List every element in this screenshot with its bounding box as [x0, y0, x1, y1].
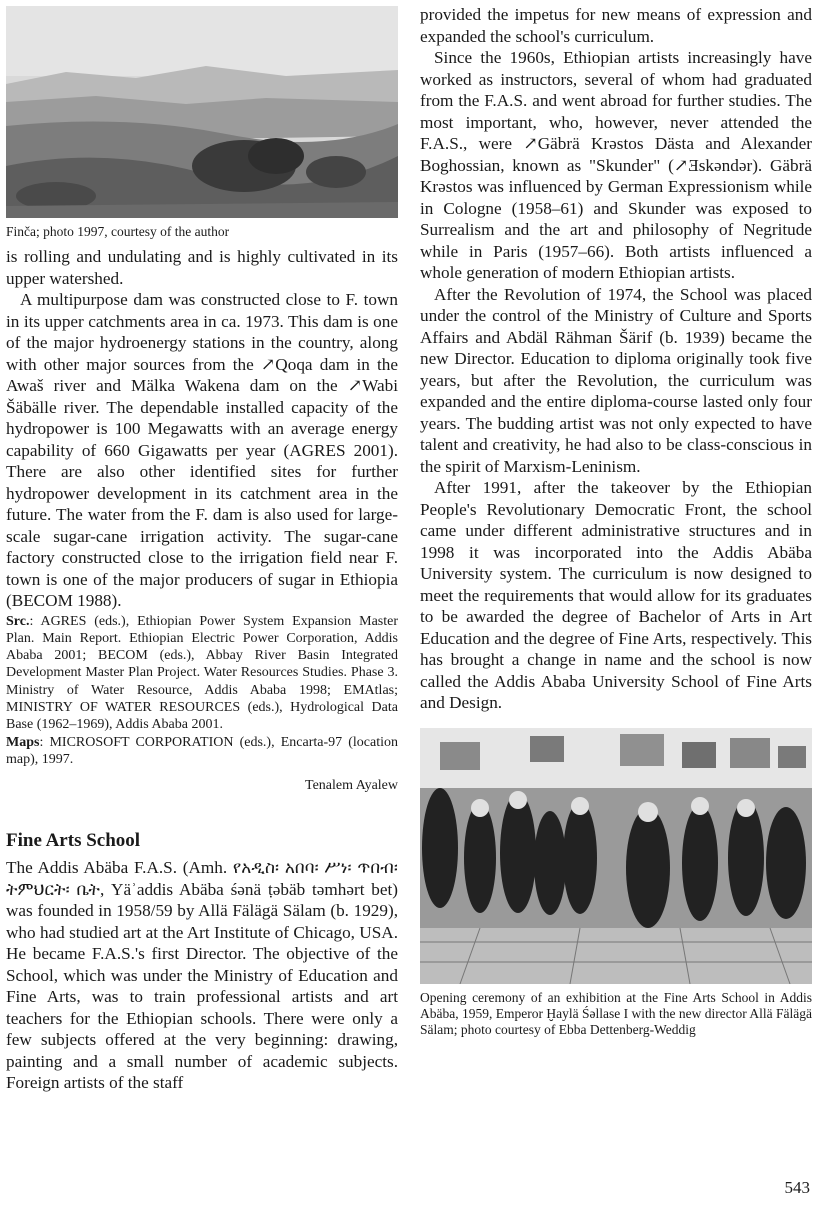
paragraph-1991: After 1991, after the takeover by the Ethiopian People's Revolutionary Democratic Front, the school came under different administrative structures and in 1998 it was incorporated into the Addis Abäba University system. The curriculum is now designed to meet the requirements that would allow for its graduates to be awarded the degree of Bachelor of Arts in Art Education and the degree of Fine Arts, respectively. This has brought a change in name and the school is now called the Addis Ababa University School of Fine Arts and Design. [420, 478, 812, 712]
paragraph: provided the impetus for new means of expression and expanded the school's curriculum. [420, 5, 812, 46]
maps [6, 734, 398, 769]
paragraph-1960s: Since the 1960s, Ethiopian artists increasingly have worked as instructors, several of whom had graduated from the F.A.S. and went abroad for further studies. The most important, who, however, never attended the F.A.S., were ↗Gäbrä Krəstos Dästa and Alexander Boghossian, known as "Skunder" (↗Ǝskəndər). Gäbrä Krəstos was influenced by German Expressionism while in Cologne (1958–61) and Skunder was exposed to Surrealism and the art and philosophy of Negritude while in Paris (1957–66). Both artists influenced a whole generation of modern Ethiopian artists. [420, 48, 812, 282]
page-number: 543 [784, 1178, 810, 1197]
sources-label: Src. [6, 613, 30, 629]
cross-reference: ↗Qoqa dam in the Awaš river and Mälka Wakena dam on the [6, 354, 398, 395]
landscape-photo [6, 6, 398, 218]
paragraph-fas: The Addis Abäba F.A.S. (Amh. የአዲስ፡ አበባ፡ ሥነ፡ ጥበብ፡ ትምህርት፡ ቤት, Yäʾaddis Abäba śənä ṭəbäb təmhərt bet) was founded in 1958/59 by Allä Fälägä Sälam (b. 1929), who had studied art at the Art Institute of Chicago, USA. He became F.A.S.'s first Director. The objective of the School, which was under the Ministry of Education and Fine Arts, was to train professional artists and art teachers for the Ethiopian schools. There were only a few subjects offered at the very beginning: drawing, painting and a small number of academic subjects. Foreign artists of the staff [6, 858, 398, 1093]
photo-caption: Opening ceremony of an exhibition at the Fine Arts School in Addis Abäba, 1959, Emperor Ḫaylä Śəllase I with the new director Allä Fälägä Sälam; photo courtesy of Ebba Dettenberg-Weddig [420, 989, 812, 1037]
paragraph: is rolling and undulating and is highly cultivated in its upper watershed. [6, 247, 398, 288]
author-signature: Tenalem Ayalew [305, 778, 398, 794]
left-column [6, 0, 398, 1094]
sources [6, 613, 398, 734]
maps-text: : MICROSOFT CORPORATION (eds.), Encarta-97 (location map), 1997. [6, 734, 398, 767]
ceremony-photo [420, 728, 812, 984]
section-heading: Fine Arts School [6, 830, 141, 852]
right-column [420, 0, 812, 1038]
maps-label: Maps [6, 734, 40, 750]
paragraph-1974: After the Revolution of 1974, the School was placed under the control of the Ministry of Culture and Sports Affairs and Abdäl Rähman Šärif (b. 1939) became the new Director. Education to diploma originally took five years, but after the Revolution, the curriculum was expanded and the entire diploma-course lasted only four years. The budding artist was not only expected to have talent and creativity, he had also to be class-conscious in the spirit of Marxism-Leninism. [420, 284, 812, 476]
cross-reference: ↗Wabi Šäbälle river. The dependable installed capacity of the hydropower is 100 Megawatts with an average energy capability of 660 Gigawatts per year (AGRES 2001). There are also other identified sites for further hydropower development in its catchment area in the future. The water from the F. dam is also used for large-scale sugar-cane irrigation activity. The sugar-cane factory constructed close to the irrigation field near F. town is one of the major producers of sugar in Ethiopia (BECOM 1988). [6, 376, 398, 610]
text-span: A multipurpose dam was constructed close to F. town in its upper catchments area in ca. 1973. This dam is one of the major hydroenergy stations in the country, along with other major sources from the [6, 290, 398, 374]
photo-caption: Finča; photo 1997, courtesy of the author [6, 224, 230, 239]
paragraph-dam [6, 289, 398, 612]
sources-text: : AGRES (eds.), Ethiopian Power System Expansion Master Plan. Main Report. Ethiopian Electric Power Corporation, Addis Ababa 2001; BECOM (eds.), Abbay River Basin Integrated Development Master Plan Project. Water Resources Studies. Phase 3. Ministry of Water Resource, Addis Ababa 1998; EMAtlas; MINISTRY OF WATER RESOURCES (eds.), Hydrological Data Base (1962–1969), Addis Ababa 2001. [6, 613, 398, 733]
